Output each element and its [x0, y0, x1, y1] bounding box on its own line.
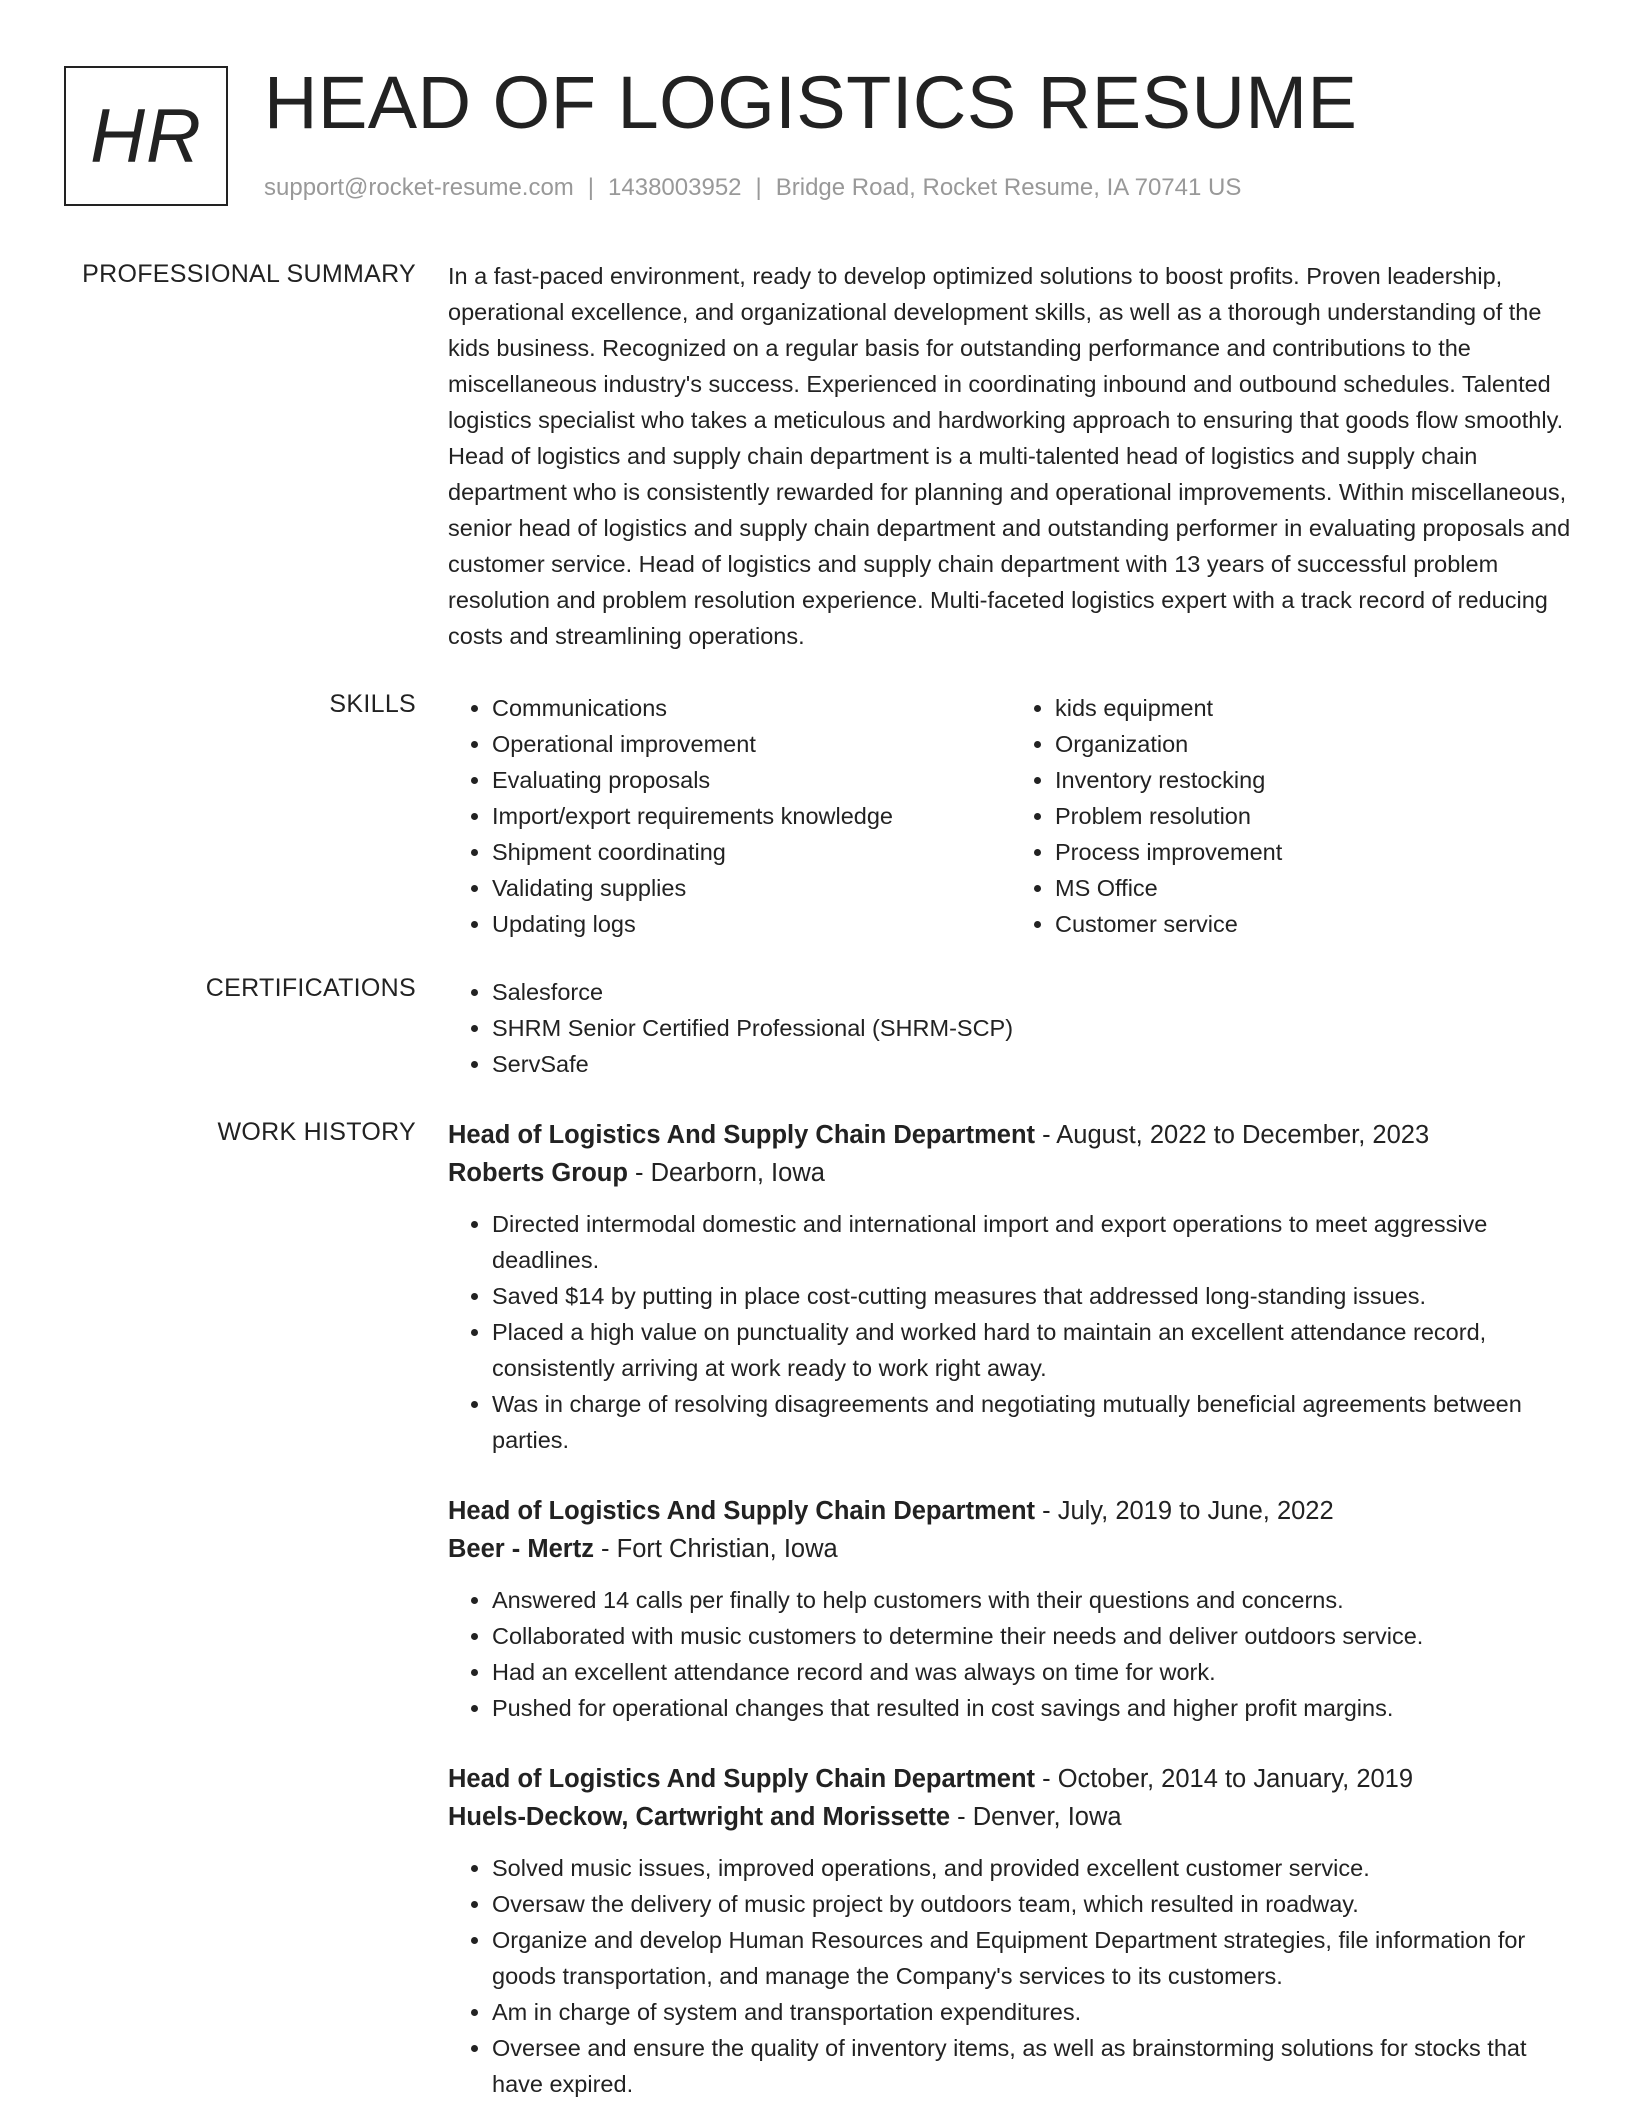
skill-item: • Customer service: [1055, 906, 1574, 942]
contact-email[interactable]: support@rocket-resume.com: [264, 174, 574, 201]
skill-item: • Operational improvement: [492, 726, 1011, 762]
job-title: Head of Logistics And Supply Chain Department: [448, 1765, 1036, 1793]
job-company-line: [448, 1530, 1574, 1568]
job-location: - Fort Christian, Iowa: [593, 1535, 838, 1563]
job-bullet: • Collaborated with music customers to determine their needs and deliver outdoors service.: [492, 1618, 1574, 1654]
certification-item: • Salesforce: [492, 974, 1574, 1010]
job-bullets: [448, 1850, 1574, 2102]
job-company: Roberts Group: [448, 1159, 628, 1187]
job-bullet: • Was in charge of resolving disagreements and negotiating mutually beneficial agreements between parties.: [492, 1386, 1574, 1458]
job-title-line: [448, 1492, 1574, 1530]
contact-separator: |: [587, 174, 595, 201]
skill-item: • Inventory restocking: [1055, 762, 1574, 798]
certifications-list: [448, 974, 1574, 1082]
job-dates: - July, 2019 to June, 2022: [1035, 1497, 1334, 1525]
job-bullet: • Answered 14 calls per finally to help customers with their questions and concerns.: [492, 1582, 1574, 1618]
skill-item: • Problem resolution: [1055, 798, 1574, 834]
job-dates: - October, 2014 to January, 2019: [1035, 1765, 1414, 1793]
job-bullet: • Saved $14 by putting in place cost-cutting measures that addressed long-standing issues.: [492, 1278, 1574, 1314]
job-title-line: [448, 1116, 1574, 1154]
skill-item: • Import/export requirements knowledge: [492, 798, 1011, 834]
skill-item: • MS Office: [1055, 870, 1574, 906]
certification-item: • ServSafe: [492, 1046, 1574, 1082]
job-location: - Denver, Iowa: [950, 1803, 1122, 1831]
section-label-certifications: CERTIFICATIONS: [205, 974, 416, 1002]
job-bullet: • Pushed for operational changes that resulted in cost savings and higher profit margins.: [492, 1690, 1574, 1726]
skill-item: • Shipment coordinating: [492, 834, 1011, 870]
job-entry: [448, 1116, 1574, 1458]
job-bullet: • Oversee and ensure the quality of inventory items, as well as brainstorming solutions for stocks that have expired.: [492, 2030, 1574, 2102]
resume-title: HEAD OF LOGISTICS RESUME: [264, 61, 1358, 144]
certification-item: • SHRM Senior Certified Professional (SHRM-SCP): [492, 1010, 1574, 1046]
monogram-logo: [64, 66, 228, 206]
contact-address: Bridge Road, Rocket Resume, IA 70741 US: [775, 174, 1242, 201]
job-bullet: • Organize and develop Human Resources and Equipment Department strategies, file information for goods transportation, and manage the Company's services to its customers.: [492, 1922, 1574, 1994]
skills-columns: [448, 690, 1574, 942]
certifications-body: [448, 974, 1574, 1082]
monogram-text: HR: [90, 93, 202, 179]
skill-item: • kids equipment: [1055, 690, 1574, 726]
skills-list-right: [1011, 690, 1574, 942]
job-bullet: • Had an excellent attendance record and was always on time for work.: [492, 1654, 1574, 1690]
skill-item: • Evaluating proposals: [492, 762, 1011, 798]
contact-line: [264, 174, 1241, 202]
skill-item: • Process improvement: [1055, 834, 1574, 870]
job-entry: [448, 1492, 1574, 1726]
job-company-line: [448, 1798, 1574, 1836]
job-entry: [448, 1760, 1574, 2102]
skill-item: • Validating supplies: [492, 870, 1011, 906]
job-bullet: • Oversaw the delivery of music project by outdoors team, which resulted in roadway.: [492, 1886, 1574, 1922]
contact-separator: |: [755, 174, 762, 201]
job-bullets: [448, 1206, 1574, 1458]
job-company: Huels-Deckow, Cartwright and Morissette: [448, 1803, 951, 1831]
skill-item: • Updating logs: [492, 906, 1011, 942]
job-title: Head of Logistics And Supply Chain Department: [448, 1121, 1036, 1149]
job-company: Beer - Mertz: [448, 1535, 594, 1563]
job-title-line: [448, 1760, 1574, 1798]
job-bullet: • Directed intermodal domestic and international import and export operations to meet aggressive deadlines.: [492, 1206, 1574, 1278]
section-label-summary: PROFESSIONAL SUMMARY: [82, 260, 416, 288]
summary-text: In a fast-paced environment, ready to develop optimized solutions to boost profits. Proven leadership, operational excellence, and organizational development skills, as well as a thorough understanding of the kids business. Recognized on a regular basis for outstanding performance and contributions to the miscellaneous industry's success. Experienced in coordinating inbound and outbound schedules. Talented logistics specialist who takes a meticulous and hardworking approach to ensuring that goods flow smoothly. Head of logistics and supply chain department is a multi-talented head of logistics and supply chain department who is consistently rewarded for planning and operational improvements. Within miscellaneous, senior head of logistics and supply chain department and outstanding performer in evaluating proposals and customer service. Head of logistics and supply chain department with 13 years of successful problem resolution and problem resolution experience. Multi-faceted logistics expert with a track record of reducing costs and streamlining operations.: [448, 263, 1571, 649]
job-bullet: • Solved music issues, improved operations, and provided excellent customer service.: [492, 1850, 1574, 1886]
job-bullet: • Am in charge of system and transportation expenditures.: [492, 1994, 1574, 2030]
job-bullets: [448, 1582, 1574, 1726]
contact-phone[interactable]: 1438003952: [608, 174, 742, 201]
job-location: - Dearborn, Iowa: [627, 1159, 825, 1187]
skill-item: • Organization: [1055, 726, 1574, 762]
skills-list-left: [448, 690, 1011, 942]
job-company-line: [448, 1154, 1574, 1192]
section-label-skills: SKILLS: [329, 690, 416, 718]
job-bullet: • Placed a high value on punctuality and worked hard to maintain an excellent attendance record, consistently arriving at work ready to work right away.: [492, 1314, 1574, 1386]
job-dates: - August, 2022 to December, 2023: [1035, 1121, 1430, 1149]
job-title: Head of Logistics And Supply Chain Department: [448, 1497, 1036, 1525]
skill-item: • Communications: [492, 690, 1011, 726]
section-label-work: WORK HISTORY: [217, 1118, 416, 1146]
